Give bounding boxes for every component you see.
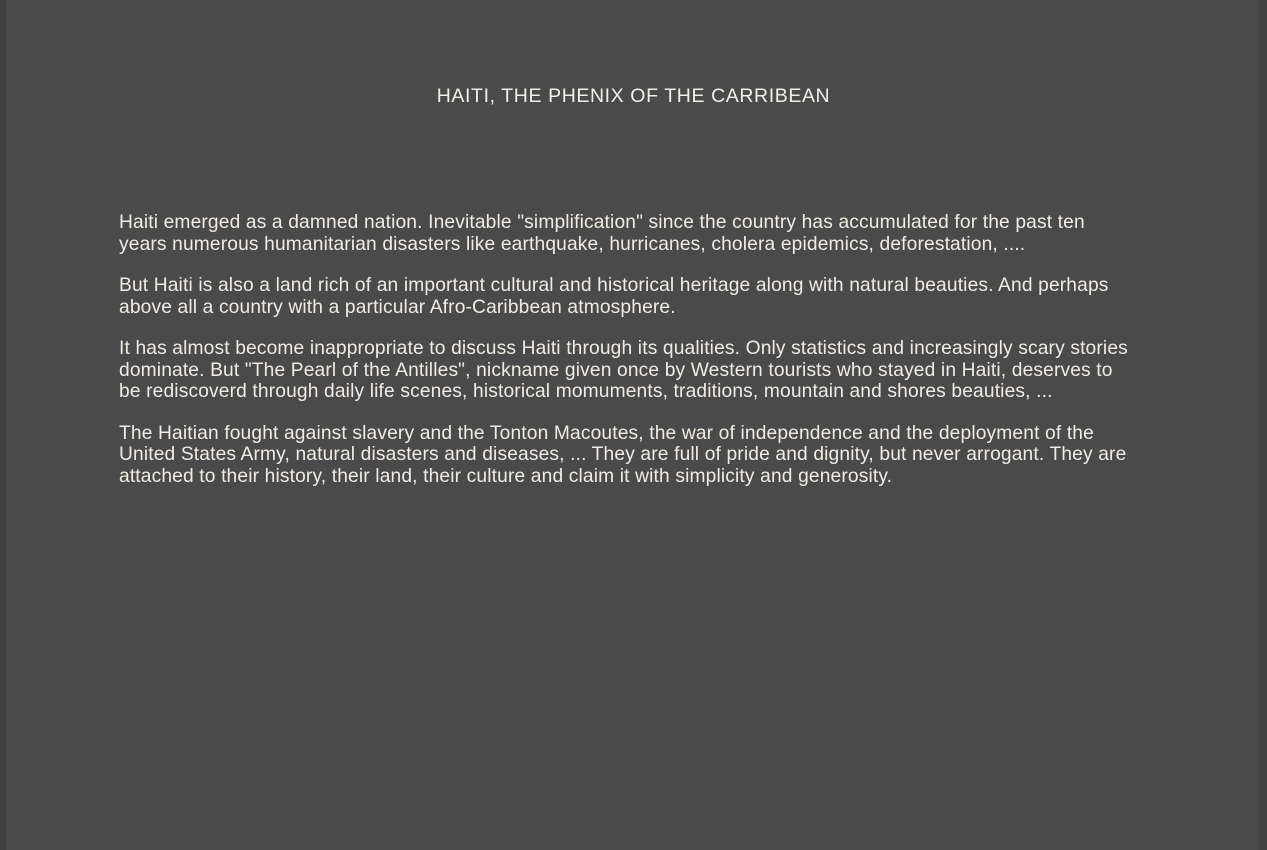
paragraph: Haiti emerged as a damned nation. Inevitable "simplification" since the country has accumulated for the past ten years numerous humanitarian disasters like earthquake, hurricanes, cholera epidemics, deforestation, ....	[119, 212, 1085, 255]
page-right-edge	[1259, 0, 1267, 850]
paragraph: It has almost become inappropriate to discuss Haiti through its qualities. Only statistics and increasingly scary stories dominate. But "The Pearl of the Antilles", nickname given once by Western tourists who stayed in Haiti, deserves to be rediscoverd through daily life scenes, historical momuments, traditions, mountain and shores beauties, ...	[119, 338, 1128, 402]
page-left-edge	[0, 0, 6, 850]
document-body	[119, 212, 1129, 487]
paragraph: The Haitian fought against slavery and the Tonton Macoutes, the war of independence and the deployment of the United States Army, natural disasters and diseases, ... They are full of pride and dignity, but never arrogant. They are attached to their history, their land, their culture and claim it with simplicity and generosity.	[119, 422, 1127, 487]
page-title: HAITI, THE PHENIX OF THE CARRIBEAN	[436, 85, 831, 107]
paragraph: But Haiti is also a land rich of an important cultural and historical heritage along with natural beauties. And perhaps above all a country with a particular Afro-Caribbean atmosphere.	[119, 275, 1109, 318]
